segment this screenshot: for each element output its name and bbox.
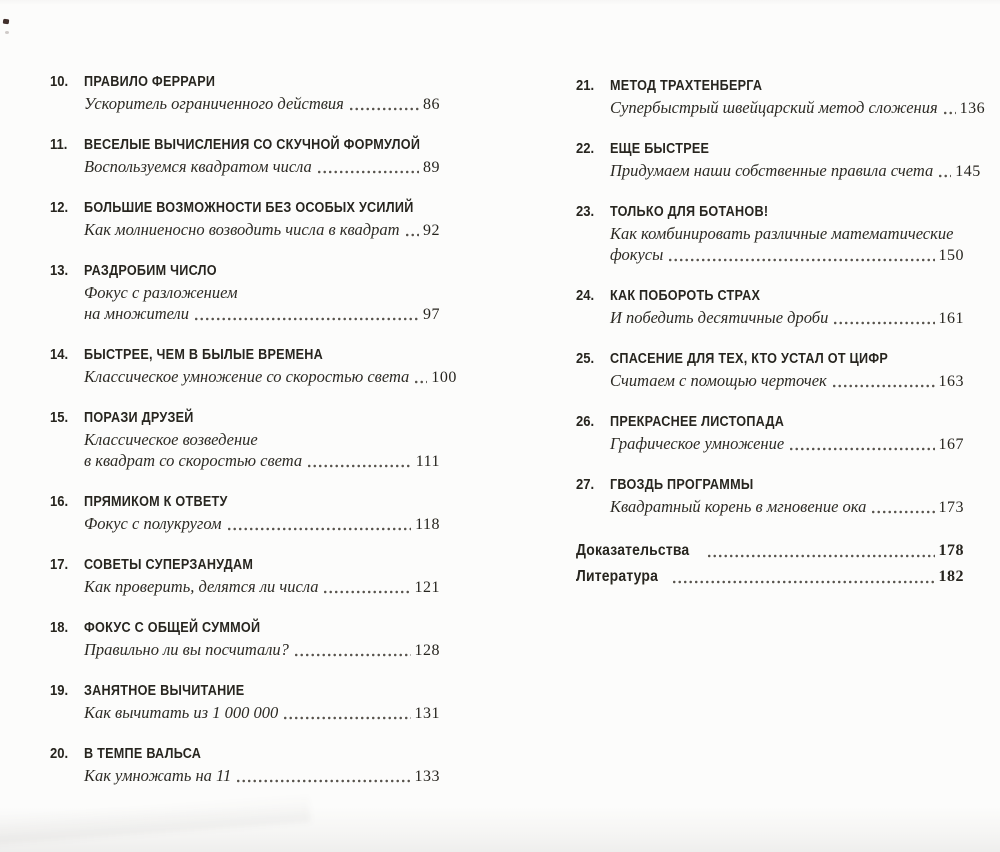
entry-subtitle-last-line — [84, 156, 440, 178]
entry-number: 22. — [576, 141, 595, 157]
page-number: 178 — [938, 542, 964, 559]
entry-number: 23. — [576, 204, 595, 220]
dot-leader — [295, 653, 411, 657]
page-number: 118 — [415, 516, 440, 533]
entry-title: ПОРАЗИ ДРУЗЕЙ — [84, 410, 194, 426]
entry-title-row — [576, 139, 964, 160]
page-number: 133 — [414, 768, 440, 785]
page-number: 97 — [423, 306, 440, 323]
page-number: 128 — [414, 642, 440, 659]
entry-title-row — [576, 349, 964, 370]
entry-subtitle-last-line — [84, 450, 440, 472]
entry-subtitle: Фокус с полукругом — [84, 514, 222, 533]
entry-title: ЗАНЯТНОЕ ВЫЧИТАНИЕ — [84, 683, 245, 699]
entry-subtitle-last-line — [610, 244, 964, 266]
entry-subtitle: Ускоритель ограниченного действия — [84, 94, 344, 113]
entry-title-row — [50, 408, 440, 429]
entry-title-row — [50, 681, 440, 702]
page-number: 121 — [414, 579, 440, 596]
entry-title-row — [576, 475, 964, 496]
entry-subtitle-last-line — [610, 160, 981, 182]
dot-leader — [673, 580, 934, 584]
toc-entry — [50, 555, 440, 598]
entry-subtitle-last-line — [610, 307, 964, 329]
dot-leader — [939, 174, 951, 178]
entry-title-row — [576, 286, 964, 307]
page-edge-shadow-top — [0, 0, 1000, 5]
entry-number: 25. — [576, 351, 595, 367]
entry-title: ПРАВИЛО ФЕРРАРИ — [84, 74, 216, 90]
entry-subtitle-line: Фокус с разложением — [84, 283, 238, 302]
page-number: 145 — [955, 163, 981, 180]
entry-number: 15. — [50, 410, 69, 426]
entry-title: МЕТОД ТРАХТЕНБЕРГА — [610, 78, 763, 94]
dot-leader — [872, 510, 934, 514]
dot-leader — [669, 258, 934, 262]
toc-entry — [50, 198, 440, 241]
entry-number: 18. — [50, 620, 69, 636]
entry-subtitle: И победить десятичные дроби — [610, 308, 829, 327]
toc-entry — [50, 492, 440, 535]
entry-number: 14. — [50, 347, 69, 363]
ink-speck — [5, 31, 9, 34]
entry-title: ПРЕКРАСНЕЕ ЛИСТОПАДА — [610, 414, 785, 430]
entry-title: В ТЕМПЕ ВАЛЬСА — [84, 746, 202, 762]
entry-number: 16. — [50, 494, 69, 510]
toc-entry — [576, 76, 986, 119]
entry-subtitle: Воспользуемся квадратом числа — [84, 157, 312, 176]
entry-title: КАК ПОБОРОТЬ СТРАХ — [610, 288, 761, 304]
entry-number: 13. — [50, 263, 69, 279]
entry-title-row — [50, 345, 440, 366]
entry-subtitle: Графическое умножение — [610, 434, 785, 453]
page-number: 111 — [415, 453, 440, 470]
page-number: 100 — [431, 369, 457, 386]
entry-subtitle-last-line — [610, 433, 964, 455]
toc-entry — [50, 135, 440, 178]
dot-leader — [833, 384, 935, 388]
entry-subtitle: Придумаем наши собственные правила счета — [610, 161, 934, 180]
entry-subtitle-last-line — [610, 370, 964, 392]
dot-leader — [944, 111, 956, 115]
entry-title: СПАСЕНИЕ ДЛЯ ТЕХ, КТО УСТАЛ ОТ ЦИФР — [610, 351, 889, 367]
entry-subtitle-line: Как комбинировать различные математические — [610, 224, 954, 243]
entry-subtitle: Как вычитать из 1 000 000 — [84, 703, 279, 722]
entry-title: БОЛЬШИЕ ВОЗМОЖНОСТИ БЕЗ ОСОБЫХ УСИЛИЙ — [84, 200, 414, 216]
entry-title-row — [50, 72, 440, 93]
entry-title-row — [50, 492, 440, 513]
entry-title: ПРЯМИКОМ К ОТВЕТУ — [84, 494, 228, 510]
page-number: 182 — [938, 568, 964, 585]
entry-title-row — [50, 555, 440, 576]
dot-leader — [350, 107, 419, 111]
toc-entry — [50, 261, 440, 325]
page-number: 136 — [959, 100, 986, 117]
dot-leader — [324, 590, 410, 594]
entry-subtitle: Квадратный корень в мгновение ока — [610, 497, 867, 516]
entry-subtitle: в квадрат со скоростью света — [84, 451, 303, 470]
entry-title: СОВЕТЫ СУПЕРЗАНУДАМ — [84, 557, 254, 573]
toc-entry — [50, 72, 440, 115]
entry-title-row — [50, 135, 440, 156]
entry-number: 27. — [576, 477, 595, 493]
entry-title: ФОКУС С ОБЩЕЙ СУММОЙ — [84, 620, 261, 636]
entry-title-row — [576, 412, 964, 433]
backmatter-section — [576, 538, 964, 590]
entry-subtitle: на множители — [84, 304, 189, 323]
page-edge-shadow-bottom — [0, 806, 1000, 852]
entry-subtitle-last-line — [84, 366, 457, 388]
toc-entry — [576, 202, 964, 266]
entry-number: 11. — [50, 137, 68, 153]
page-number: 92 — [423, 222, 440, 239]
page-number: 131 — [414, 705, 440, 722]
entry-number: 26. — [576, 414, 595, 430]
entry-number: 17. — [50, 557, 69, 573]
backmatter-item — [576, 564, 964, 590]
dot-leader — [406, 233, 419, 237]
entry-subtitle: фокусы — [610, 245, 664, 264]
toc-column-right — [576, 76, 986, 590]
entry-subtitle-last-line — [84, 303, 440, 325]
toc-entry — [576, 475, 964, 518]
entry-title: ГВОЗДЬ ПРОГРАММЫ — [610, 477, 754, 493]
toc-entry — [576, 412, 964, 455]
entry-subtitle: Считаем с помощью черточек — [610, 371, 827, 390]
entry-title: БЫСТРЕЕ, ЧЕМ В БЫЛЫЕ ВРЕМЕНА — [84, 347, 324, 363]
dot-leader — [308, 464, 412, 468]
entry-subtitle-last-line — [84, 639, 440, 661]
toc-entry — [50, 345, 457, 388]
dot-leader — [195, 317, 419, 321]
entry-number: 21. — [576, 78, 595, 94]
dot-leader — [228, 527, 412, 531]
entry-title: ВЕСЕЛЫЕ ВЫЧИСЛЕНИЯ СО СКУЧНОЙ ФОРМУЛОЙ — [84, 137, 421, 153]
entry-subtitle: Как умножать на 11 — [84, 766, 232, 785]
backmatter-item — [576, 538, 964, 564]
toc-entry — [576, 139, 981, 182]
entry-subtitle-last-line — [84, 93, 440, 115]
toc-entry — [50, 408, 440, 472]
entry-subtitle: Супербыстрый швейцарский метод сложения — [610, 98, 938, 117]
entry-subtitle-last-line — [610, 496, 964, 518]
entry-subtitle: Правильно ли вы посчитали? — [84, 640, 289, 659]
page-number: 173 — [938, 499, 964, 516]
entry-title: ЕЩЕ БЫСТРЕЕ — [610, 141, 710, 157]
dot-leader — [834, 321, 934, 325]
dot-leader — [790, 447, 934, 451]
entry-number: 10. — [50, 74, 69, 90]
entry-subtitle: Как молниеносно возводить числа в квадрат — [84, 220, 400, 239]
page-number: 86 — [423, 96, 440, 113]
entry-title: ТОЛЬКО ДЛЯ БОТАНОВ! — [610, 204, 769, 220]
entry-subtitle-line: Классическое возведение — [84, 430, 258, 449]
toc-entry — [576, 286, 964, 329]
toc-entry — [50, 744, 440, 787]
page-number: 161 — [938, 310, 964, 327]
entry-subtitle-last-line — [84, 219, 440, 241]
entry-subtitle-last-line — [84, 513, 440, 535]
entry-number: 20. — [50, 746, 69, 762]
backmatter-title: Литература — [576, 568, 659, 585]
page-number: 163 — [938, 373, 964, 390]
entry-title-row — [50, 744, 440, 765]
entry-subtitle: Как проверить, делятся ли числа — [84, 577, 319, 596]
entry-title-row — [50, 261, 440, 282]
entry-subtitle-last-line — [84, 702, 440, 724]
backmatter-title: Доказательства — [576, 542, 690, 559]
entry-subtitle-last-line — [84, 576, 440, 598]
entry-title-row — [576, 76, 964, 97]
page-number: 167 — [938, 436, 964, 453]
toc-entry — [50, 681, 440, 724]
entry-subtitle: Классическое умножение со скоростью света — [84, 367, 410, 386]
dot-leader — [318, 170, 419, 174]
dot-leader — [237, 779, 410, 783]
entry-title: РАЗДРОБИМ ЧИСЛО — [84, 263, 217, 279]
toc-entry — [576, 349, 964, 392]
entry-subtitle-last-line — [84, 765, 440, 787]
dot-leader — [415, 380, 427, 384]
dot-leader — [708, 554, 935, 558]
toc-column-left — [50, 72, 457, 807]
entry-title-row — [50, 198, 440, 219]
page-number: 150 — [938, 247, 964, 264]
entry-number: 19. — [50, 683, 69, 699]
entry-title-row — [50, 618, 440, 639]
entry-subtitle-last-line — [610, 97, 986, 119]
entry-number: 24. — [576, 288, 595, 304]
ink-speck — [3, 19, 10, 25]
page-number: 89 — [423, 159, 440, 176]
toc-entry — [50, 618, 440, 661]
entry-title-row — [576, 202, 964, 223]
dot-leader — [284, 716, 410, 720]
entry-number: 12. — [50, 200, 69, 216]
